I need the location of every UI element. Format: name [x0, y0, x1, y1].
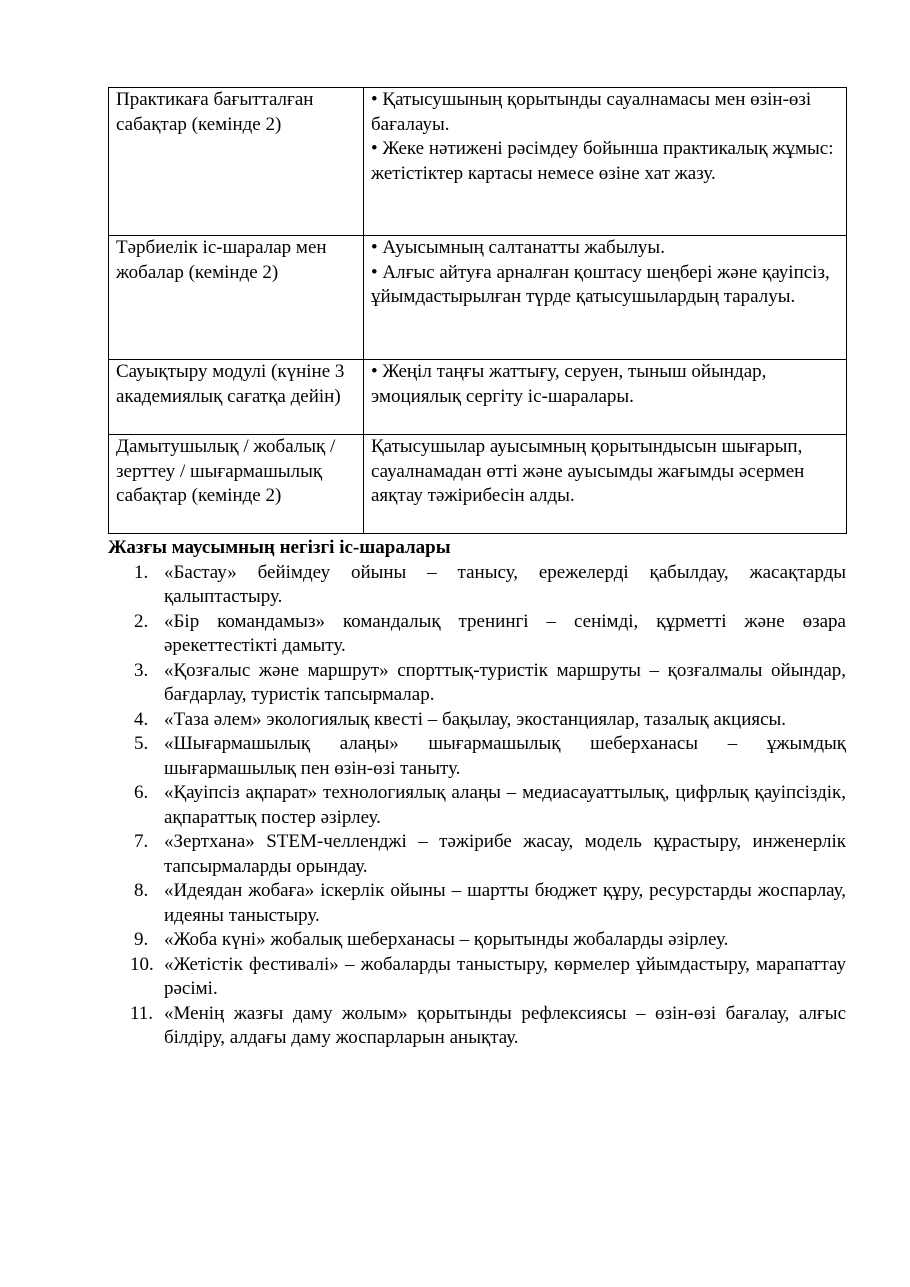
row-label: Сауықтыру модулі (күніне 3 академиялық сағатқа дейін): [116, 361, 345, 407]
item-number: 4.: [134, 708, 149, 730]
row-content-line: • Қатысушының қорытынды сауалнамасы мен өзін-өзі бағалауы.: [371, 89, 812, 135]
list-item: [108, 953, 846, 1002]
item-text: «Жоба күні» жобалық шеберханасы – қорытынды жобаларды әзірлеу.: [164, 929, 729, 950]
row-content-cell: [364, 435, 847, 534]
row-content-line: Қатысушылар ауысымның қорытындысын шығарып, сауалнамадан өтті және ауысымды жағымды әсермен аяқтау тәжірибесін алды.: [371, 436, 805, 506]
list-item: [108, 732, 846, 781]
row-content-cell: [364, 360, 847, 435]
list-item: [108, 561, 846, 610]
item-number: 9.: [134, 929, 149, 950]
row-label-cell: [109, 360, 364, 435]
item-number: 5.: [134, 733, 149, 754]
item-text: «Зертхана» STEM-челленджі – тәжірибе жасау, модель құрастыру, инженерлік тапсырмаларды орындау.: [164, 831, 846, 877]
row-content-line: • Алғыс айтуға арналған қоштасу шеңбері және қауіпсіз, ұйымдастырылған түрде қатысушылардың таралуы.: [371, 261, 830, 307]
row-label-cell: [109, 435, 364, 534]
table-row: [109, 360, 847, 435]
list-item: [108, 610, 846, 659]
item-number: 11.: [130, 1002, 154, 1024]
item-text: «Бір командамыз» командалық тренингі – сенімді, құрметті және өзара әрекеттестікті дамыту.: [164, 610, 846, 656]
item-number: 3.: [134, 659, 149, 681]
item-text: «Қозғалыс және маршрут» спорттық-туристік маршруты – қозғалмалы ойындар, бағдарлау, туристік тапсырмалар.: [164, 659, 846, 705]
item-text: «Бастау» бейімдеу ойыны – танысу, ережелерді қабылдау, жасақтарды қалыптастыру.: [164, 561, 846, 607]
item-text: «Менің жазғы даму жолым» қорытынды рефлексиясы – өзін-өзі бағалау, алғыс білдіру, алдағы даму жоспарларын анықтау.: [164, 1002, 846, 1048]
events-section: [108, 536, 846, 1051]
list-item: [108, 781, 846, 830]
table-row: [109, 236, 847, 360]
item-text: «Жетістік фестивалі» – жобаларды таныстыру, көрмелер ұйымдастыру, марапаттау рәсімі.: [164, 953, 846, 999]
list-item: [108, 830, 846, 879]
row-content-line: • Жеңіл таңғы жаттығу, серуен, тыныш ойындар, эмоциялық сергіту іс-шаралары.: [371, 361, 767, 407]
activity-table: [108, 87, 847, 534]
list-item: [108, 928, 846, 953]
item-text: «Идеядан жобаға» іскерлік ойыны – шартты бюджет құру, ресурстарды жоспарлау, идеяны таныстыру.: [164, 880, 846, 926]
item-text: «Таза әлем» экологиялық квесті – бақылау, экостанциялар, тазалық акциясы.: [164, 708, 787, 730]
item-number: 8.: [134, 880, 149, 901]
list-item: [108, 879, 846, 928]
row-content-cell: [364, 236, 847, 360]
row-content-line: • Жеке нәтижені рәсімдеу бойынша практикалық жұмыс: жетістіктер картасы немесе өзіне хат жазу.: [371, 138, 834, 184]
item-number: 6.: [134, 782, 149, 803]
table-row: [109, 435, 847, 534]
row-label-cell: [109, 88, 364, 236]
row-label: Дамытушылық / жобалық / зерттеу / шығармашылық сабақтар (кемінде 2): [116, 436, 336, 506]
list-item: [108, 659, 846, 708]
item-number: 1.: [134, 561, 149, 583]
item-number: 2.: [134, 610, 149, 632]
row-content-line: • Ауысымның салтанатты жабылуы.: [371, 237, 665, 258]
list-item: [108, 708, 846, 733]
events-list: [108, 561, 846, 1051]
table-row: [109, 88, 847, 236]
section-title: Жазғы маусымның негізгі іс-шаралары: [108, 537, 451, 558]
item-number: 7.: [134, 831, 149, 852]
row-content-cell: [364, 88, 847, 236]
item-text: «Қауіпсіз ақпарат» технологиялық алаңы – медиасауаттылық, цифрлық қауіпсіздік, ақпараттық постер әзірлеу.: [164, 782, 846, 828]
list-item: [108, 1002, 846, 1051]
item-text: «Шығармашылық алаңы» шығармашылық шеберханасы – ұжымдық шығармашылық пен өзін-өзі таныту.: [164, 733, 846, 779]
item-number: 10.: [130, 953, 154, 975]
row-label-cell: [109, 236, 364, 360]
row-label: Тәрбиелік іс-шаралар мен жобалар (кемінде 2): [116, 237, 327, 283]
row-label: Практикаға бағытталған сабақтар (кемінде 2): [116, 89, 314, 135]
